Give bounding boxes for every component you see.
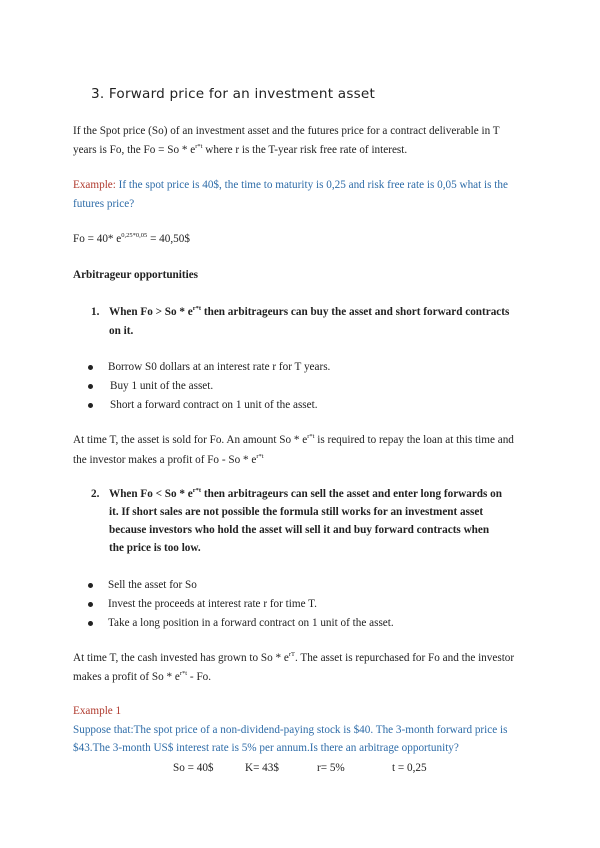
intro-line-2-b: where r is the T-year risk free rate of interest. <box>202 144 408 156</box>
case-1-conclusion-exp-1: r*t <box>307 433 315 440</box>
calc-b: = 40,50$ <box>147 233 190 245</box>
intro-exponent: r*t <box>195 143 203 150</box>
case-2-line-1-b: then arbitrageurs can sell the asset and enter long forwards on <box>201 488 502 500</box>
bullet-dot-3 <box>88 403 93 408</box>
case-1-bullet-2: Buy 1 unit of the asset. <box>110 380 214 392</box>
case-2-bullet-3: Take a long position in a forward contract on 1 unit of the asset. <box>108 617 394 629</box>
bullet-dot-5 <box>88 602 93 607</box>
case-1-conclusion-exp-2: r*t <box>256 453 264 460</box>
case-2-line-1 <box>109 484 502 504</box>
calc-line <box>73 229 190 249</box>
example-1-line-1: Suppose that:The spot price of a non-dividend-paying stock is $40. The 3-month forward price is <box>73 724 508 736</box>
example-line-2: futures price? <box>73 198 135 210</box>
case-2-bullet-2: Invest the proceeds at interest rate r for time T. <box>108 598 317 610</box>
case-1-line-1-a: When Fo > So * e <box>109 306 193 318</box>
case-1-line-1-b: then arbitrageurs can buy the asset and short forward contracts <box>201 306 510 318</box>
case-1-bullet-1: Borrow S0 dollars at an interest rate r for T years. <box>108 361 331 373</box>
case-2-exponent: r*t <box>192 487 202 494</box>
example-text-1: If the spot price is 40$, the time to maturity is 0,25 and risk free rate is 0,05 what is the <box>115 179 508 191</box>
example-line-1 <box>73 175 508 195</box>
case-2-line-3: because investors who hold the asset will sell it and buy forward contracts when <box>109 524 490 536</box>
case-2-bullet-1: Sell the asset for So <box>108 579 197 591</box>
case-2-conclusion-exp-2: r*t <box>179 670 188 677</box>
case-1-conclusion-1 <box>73 430 514 450</box>
case-1-line-2: on it. <box>109 325 134 337</box>
calc-exponent: 0,25*0,05 <box>121 232 148 239</box>
value-strike: K= 43$ <box>245 762 279 774</box>
bullet-dot-4 <box>88 583 93 588</box>
case-1-number: 1. <box>91 306 100 318</box>
case-2-conclusion-1 <box>73 648 514 668</box>
case-1-bullet-3: Short a forward contract on 1 unit of the asset. <box>110 399 318 411</box>
case-1-conclusion-2 <box>73 450 264 470</box>
intro-line-2 <box>73 140 407 160</box>
example-label: Example: <box>73 179 116 191</box>
case-2-conclusion-2-a: makes a profit of So * e <box>73 671 180 683</box>
arbitrageur-heading: Arbitrageur opportunities <box>73 269 199 281</box>
bullet-dot-6 <box>88 621 93 626</box>
value-time: t = 0,25 <box>392 762 427 774</box>
case-2-conclusion-2 <box>73 667 211 687</box>
case-2-number: 2. <box>91 488 100 500</box>
bullet-dot-1 <box>88 365 93 370</box>
intro-line-1: If the Spot price (So) of an investment asset and the futures price for a contract deliverable in T <box>73 125 500 137</box>
case-1-conclusion-1-b: is required to repay the loan at this time and <box>314 434 514 446</box>
intro-line-2-a: years is Fo, the Fo = So * e <box>73 144 196 156</box>
case-1-exponent: r*t <box>192 305 202 312</box>
case-2-conclusion-1-b: . The asset is repurchased for Fo and the investor <box>294 652 515 664</box>
case-1-line-1 <box>109 302 509 322</box>
bullet-dot-2 <box>88 384 93 389</box>
section-heading: 3. Forward price for an investment asset <box>91 86 375 102</box>
case-1-conclusion-2-a: the investor makes a profit of Fo - So * e <box>73 454 257 466</box>
example-1-line-2: $43.The 3-month US$ interest rate is 5% per annum.Is there an arbitrage opportunity? <box>73 742 459 754</box>
case-1-conclusion-1-a: At time T, the asset is sold for Fo. An amount So * e <box>73 434 308 446</box>
value-spot: So = 40$ <box>173 762 214 774</box>
example-1-label: Example 1 <box>73 705 122 717</box>
case-2-conclusion-1-a: At time T, the cash invested has grown to So * e <box>73 652 289 664</box>
case-2-line-2: it. If short sales are not possible the formula still works for an investment asset <box>109 506 484 518</box>
case-2-line-1-a: When Fo < So * e <box>109 488 193 500</box>
case-2-line-4: the price is too low. <box>109 542 201 554</box>
case-2-conclusion-exp-1: rT <box>288 651 295 658</box>
calc-a: Fo = 40* e <box>73 233 122 245</box>
case-2-conclusion-2-b: - Fo. <box>187 671 212 683</box>
value-rate: r= 5% <box>317 762 345 774</box>
